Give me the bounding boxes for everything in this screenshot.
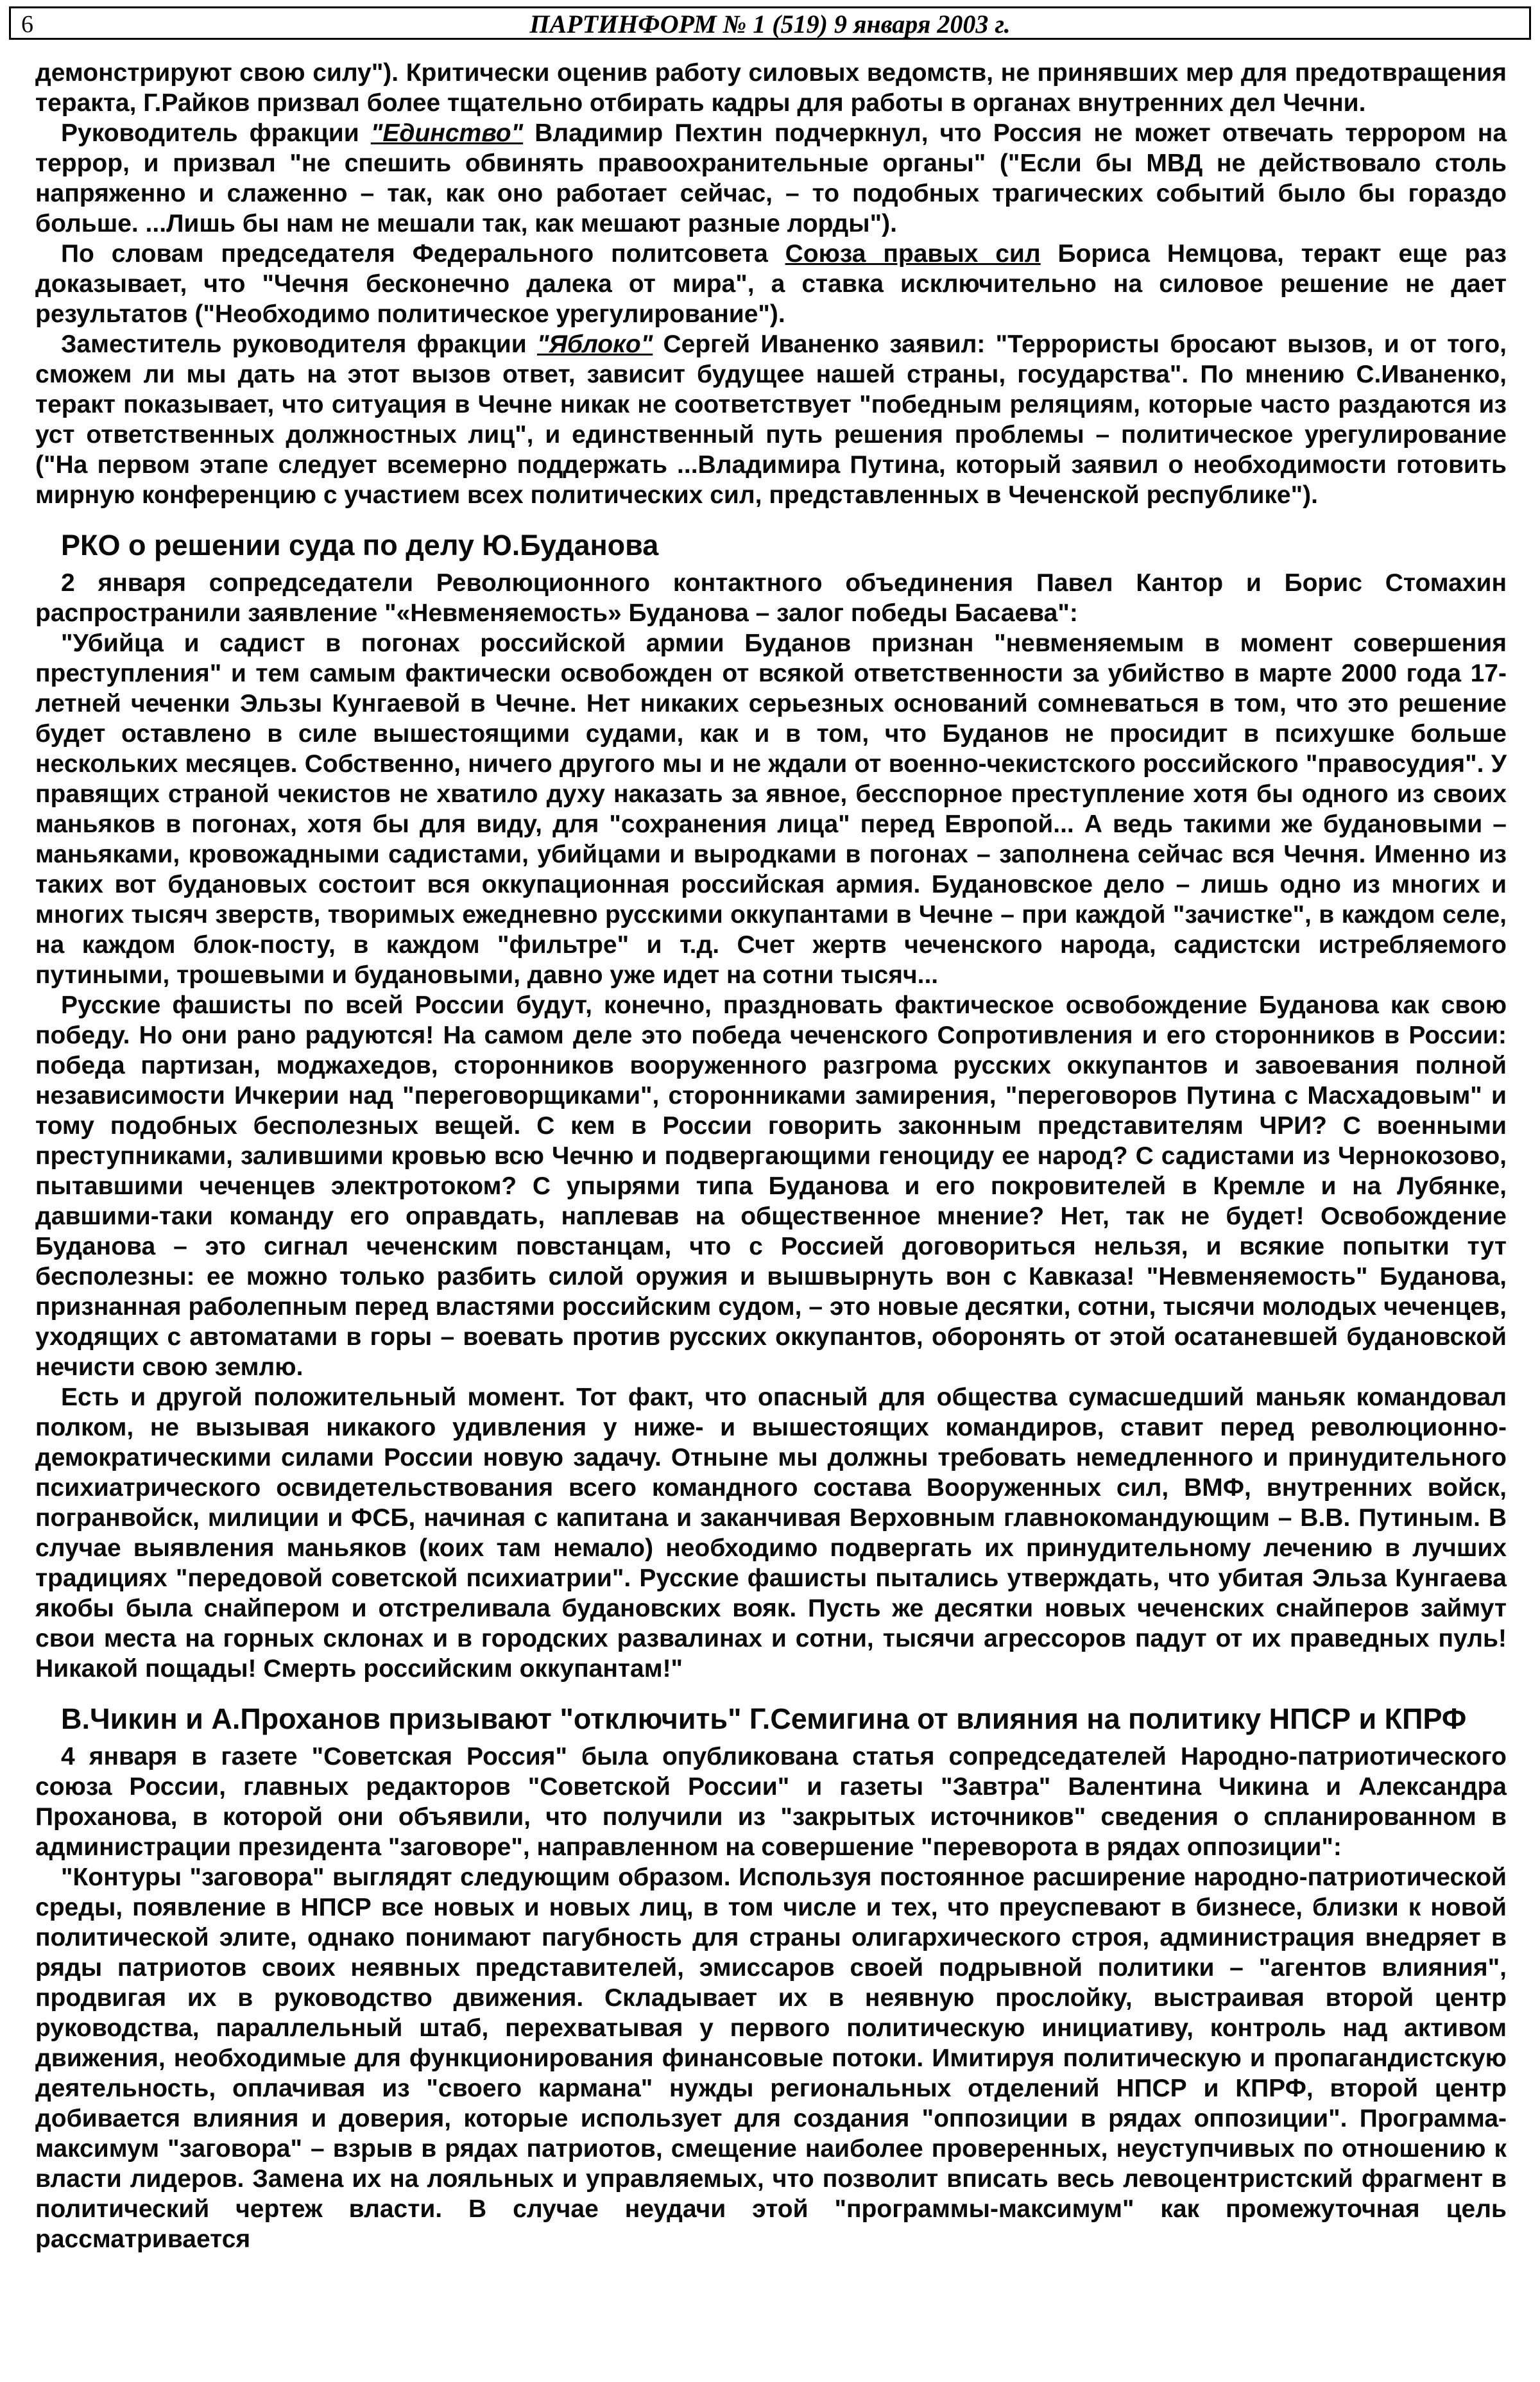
paragraph-raikov-continuation: демонстрируют свою силу"). Критически оценив работу силовых ведомств, не принявших мер для предотвращения теракта, Г.Райков призвал более тщательно отбирать кадры для работы в органах внутренних дел Чечни. xyxy=(35,59,1507,117)
section-heading-rko: РКО о решении суда по делу Ю.Буданова xyxy=(61,529,659,561)
party-name-sps: Союза правых сил xyxy=(785,240,1041,268)
article-body xyxy=(35,58,1507,2254)
text-run: Владимир Пехтин подчеркнул, что Россия не может отвечать террором на террор, и призвал "не спешить обвинять правоохранительные органы" ("Если бы МВД не действовало столь напряженно и слаженно – так, как оно работает сейчас, – то подобных трагических событий было бы гораздо больше. ...Лишь бы нам не мешали так, как мешают разные лорды"). xyxy=(35,119,1507,237)
paragraph-chikin-intro: 4 января в газете "Советская Россия" была опубликована статья сопредседателей Народно-патриотического союза России, главных редакторов "Советской России" и газеты "Завтра" Валентина Чикина и Александра Проханова, в которой они объявили, что получили из "закрытых источников" сведения о спланированном в администрации президента "заговоре", направленном на совершение "переворота в рядах оппозиции": xyxy=(35,1743,1507,1861)
issue-title: ПАРТИНФОРМ № 1 (519) 9 января 2003 г. xyxy=(529,10,1011,39)
faction-name-edinstvo: "Единство" xyxy=(370,119,524,147)
page-number: 6 xyxy=(21,11,33,38)
paragraph-rko-statement-2: Русские фашисты по всей России будут, конечно, праздновать фактическое освобождение Буданова как свою победу. Но они рано радуются! На самом деле это победа чеченского Сопротивления и его сторонников в России: победа партизан, моджахедов, сторонников вооруженного разгрома русских оккупантов и завоевания полной независимости Ичкерии над "переговорщиками", сторонниками замирения, "переговоров Путина с Масхадовым" и тому подобных бесполезных вещей. С кем в России говорить законным представителям ЧРИ? С военными преступниками, залившими кровью всю Чечню и подвергающими геноциду ее народ? С садистами из Чернокозово, пытавшими чеченцев электротоком? С упырями типа Буданова и его покровителей в Кремле и на Лубянке, давшими-таки команду его оправдать, наплевав на общественное мнение? Нет, так не будет! Освобождение Буданова – это сигнал чеченским повстанцам, что с Россией договориться нельзя, и всякие попытки тут бесполезны: ее можно только разбить силой оружия и вышвырнуть вон с Кавказа! "Невменяемость" Буданова, признанная раболепным перед властями российским судом, – это новые десятки, сотни, тысячи молодых чеченцев, уходящих с автоматами в горы – воевать против русских оккупантов, оборонять от этой осатаневшей будановской нечисти свою землю. xyxy=(35,991,1507,1381)
paragraph-rko-statement-1: "Убийца и садист в погонах российской армии Буданов признан "невменяемым в момент совершения преступления" и тем самым фактически освобожден от всякой ответственности за убийство в марте 2000 года 17-летней чеченки Эльзы Кунгаевой в Чечне. Нет никаких серьезных оснований сомневаться в том, что это решение будет оставлено в силе вышестоящими судами, как и в том, что Буданов не просидит в психушке больше нескольких месяцев. Собственно, ничего другого мы и не ждали от военно-чекистского российского "правосудия". У правящих страной чекистов не хватило духу наказать за явное, бесспорное преступление хотя бы одного из своих маньяков в погонах, хотя бы для виду, для "сохранения лица" перед Европой... А ведь такими же будановыми – маньяками, кровожадными садистами, убийцами и выродками в погонах – заполнена сейчас вся Чечня. Именно из таких вот будановых состоит вся оккупационная российская армия. Будановское дело – лишь одно из многих и многих тысяч зверств, творимых ежедневно русскими оккупантами в Чечне – при каждой "зачистке", в каждом селе, на каждом блок-посту, в каждом "фильтре" и т.д. Счет жертв чеченского народа, садистски истребляемого путиными, трошевыми и будановыми, давно уже идет на сотни тысяч... xyxy=(35,630,1507,989)
paragraph-pekhtin xyxy=(35,118,1507,239)
paragraph-nemtsov xyxy=(35,239,1507,329)
text-run: По словам председателя Федерального политсовета xyxy=(61,240,785,268)
section-heading-chikin-prokhanov: В.Чикин и А.Проханов призывают "отключить" Г.Семигина от влияния на политику НПСР и КПРФ xyxy=(61,1702,1467,1735)
faction-name-yabloko: "Яблоко" xyxy=(536,330,653,358)
paragraph-zagovor: "Контуры "заговора" выглядят следующим образом. Используя постоянное расширение народно-патриотической среды, появление в НПСР все новых и новых лиц, в том числе и тех, что преуспевают в бизнесе, близки к новой политической элите, однако понимают пагубность для страны олигархического строя, администрация внедряет в ряды патриотов своих неявных представителей, эмиссаров своей подрывной политики – "агентов влияния", продвигая их в руководство движения. Складывает их в неявную прослойку, выстраивая второй центр руководства, параллельный штаб, перехватывая у первого политическую инициативу, контроль над активом движения, необходимые для функционирования финансовые потоки. Имитируя политическую и пропагандистскую деятельность, оплачивая из "своего кармана" нужды региональных отделений НПСР и КПРФ, второй центр добивается влияния и доверия, которые использует для создания "оппозиции в рядах оппозиции". Программа-максимум "заговора" – взрыв в рядах патриотов, смещение наиболее проверенных, неуступчивых по отношению к власти лидеров. Замена их на лояльных и управляемых, что позволит вписать весь левоцентристский фрагмент в политический чертеж власти. В случае неудачи этой "программы-максимум" как промежуточная цель рассматривается xyxy=(35,1864,1507,2253)
page-header xyxy=(9,6,1531,40)
paragraph-rko-intro: 2 января сопредседатели Революционного контактного объединения Павел Кантор и Борис Стомахин распространили заявление "«Невменяемость» Буданова – залог победы Басаева": xyxy=(35,569,1507,627)
text-run: Заместитель руководителя фракции xyxy=(61,330,537,358)
text-run: Сергей Иваненко заявил: "Террористы бросают вызов, и от того, сможем ли мы дать на этот вызов ответ, зависит будущее нашей страны, государства". По мнению С.Иваненко, теракт показывает, что ситуация в Чечне никак не соответствует "победным реляциям, которые часто раздаются из уст ответственных должностных лиц", и единственный путь решения проблемы – политическое урегулирование ("На первом этапе следует всемерно поддержать ...Владимира Путина, который заявил о необходимости готовить мирную конференцию с участием всех политических сил, представленных в Чеченской республике"). xyxy=(35,330,1507,509)
text-run: Бориса Немцова, теракт еще раз доказывает, что "Чечня бесконечно далека от мира", а ставка исключительно на силовое решение не дает результатов ("Необходимо политическое урегулирование"). xyxy=(35,240,1507,328)
paragraph-rko-statement-3: Есть и другой положительный момент. Тот факт, что опасный для общества сумасшедший маньяк командовал полком, не вызывая никакого удивления у ниже- и вышестоящих командиров, ставит перед революционно-демократическими силами России новую задачу. Отныне мы должны требовать немедленного и принудительного психиатрического освидетельствования всего командного состава Вооруженных сил, ВМФ, внутренних войск, погранвойск, милиции и ФСБ, начиная с капитана и заканчивая Верховным главнокомандующим – В.В. Путиным. В случае выявления маньяков (коих там немало) необходимо подвергать их принудительному лечению в лучших традициях "передовой советской психиатрии". Русские фашисты пытались утверждать, что убитая Эльза Кунгаева якобы была снайпером и отстреливала будановских вояк. Пусть же десятки новых чеченских снайперов займут свои места на горных склонах и в городских развалинах и сотни, тысячи агрессоров падут от их праведных пуль! Никакой пощады! Смерть российским оккупантам!" xyxy=(35,1384,1507,1683)
text-run: Руководитель фракции xyxy=(61,119,371,147)
paragraph-ivanenko xyxy=(35,329,1507,510)
